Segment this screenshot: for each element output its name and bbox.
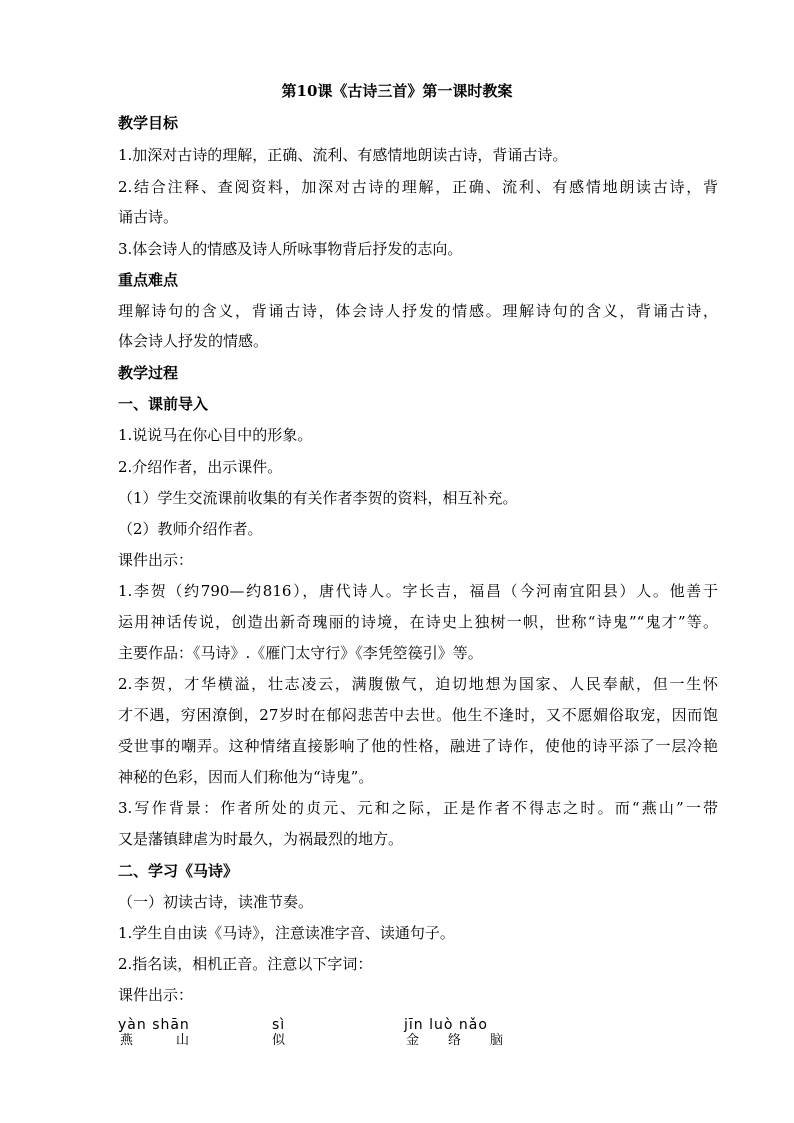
hanzi-si: 似: [272, 1033, 286, 1048]
intro-step-2: 2.介绍作者，出示课件。: [118, 458, 283, 476]
hanzi-yan: 燕: [120, 1033, 134, 1048]
section-heading-process: 教学过程: [118, 364, 179, 382]
author-para-1-line-2: 运用神话传说，创造出新奇瑰丽的诗境，在诗史上独树一帜，世称“诗鬼”“鬼才”等。: [118, 613, 718, 631]
courseware-label-2: 课件出示：: [118, 986, 194, 1004]
background-line-1: 3.写作背景：作者所处的贞元、元和之际，正是作者不得志之时。而“燕山”一带: [118, 799, 718, 817]
key-points-line-2: 体会诗人抒发的情感。: [118, 332, 269, 350]
section-heading-goals: 教学目标: [118, 114, 179, 132]
reading-step-1: 1.学生自由读《马诗》，注意读准字音、读通句子。: [118, 924, 455, 942]
document-title: 第10课《古诗三首》第一课时教案: [281, 82, 513, 100]
goal-2-line-2: 诵古诗。: [118, 208, 179, 226]
goal-2-line-1: 2.结合注释、查阅资料，加深对古诗的理解，正确、流利、有感情地朗读古诗，背: [118, 178, 718, 196]
author-para-1-line-3: 主要作品：《马诗》.《雁门太守行》《李凭箜篌引》等。: [118, 644, 483, 662]
background-line-2: 又是藩镇肆虐为时最久，为祸最烈的地方。: [118, 830, 404, 848]
intro-sub-1: （1）学生交流课前收集的有关作者李贺的资料，相互补充。: [118, 489, 518, 507]
courseware-label-1: 课件出示：: [118, 551, 194, 569]
author-para-2-line-1: 2.李贺，才华横溢，壮志凌云，满腹傲气，迫切地想为国家、人民奉献，但一生怀: [118, 675, 718, 693]
pinyin-si: sì: [272, 1017, 286, 1033]
reading-step-heading: （一）初读古诗，读准节奏。: [118, 893, 314, 911]
pinyin-yan-shan: yàn shān: [118, 1017, 190, 1033]
part-heading-poem: 二、学习《马诗》: [118, 862, 239, 880]
reading-step-2: 2.指名读，相机正音。注意以下字词：: [118, 955, 373, 973]
hanzi-jin: 金: [406, 1033, 420, 1048]
part-heading-intro: 一、课前导入: [118, 395, 209, 413]
pinyin-jin-luo-nao: jīn luò nǎo: [404, 1017, 488, 1033]
goal-1: 1.加深对古诗的理解，正确、流利、有感情地朗读古诗，背诵古诗。: [118, 146, 568, 164]
intro-step-1: 1.说说马在你心目中的形象。: [118, 426, 313, 444]
author-para-1-line-1: 1.李贺（约790—约816），唐代诗人。字长吉，福昌（今河南宜阳县）人。他善于: [118, 582, 718, 600]
hanzi-shan: 山: [176, 1033, 190, 1048]
author-para-2-line-3: 受世事的嘲弄。这种情绪直接影响了他的性格，融进了诗作，使他的诗平添了一层冷艳: [118, 737, 718, 755]
key-points-line-1: 理解诗句的含义，背诵古诗，体会诗人抒发的情感。理解诗句的含义，背诵古诗，: [118, 302, 718, 320]
hanzi-luo: 络: [448, 1033, 462, 1048]
author-para-2-line-2: 才不遇，穷困潦倒，27岁时在郁闷悲苦中去世。他生不逢时，又不愿媚俗取宠，因而饱: [118, 706, 718, 724]
hanzi-nao: 脑: [490, 1033, 504, 1048]
intro-sub-2: （2）教师介绍作者。: [118, 520, 263, 538]
section-heading-key-points: 重点难点: [118, 271, 179, 289]
goal-3: 3.体会诗人的情感及诗人所咏事物背后抒发的志向。: [118, 240, 463, 258]
author-para-2-line-4: 神秘的色彩，因而人们称他为“诗鬼”。: [118, 768, 374, 786]
